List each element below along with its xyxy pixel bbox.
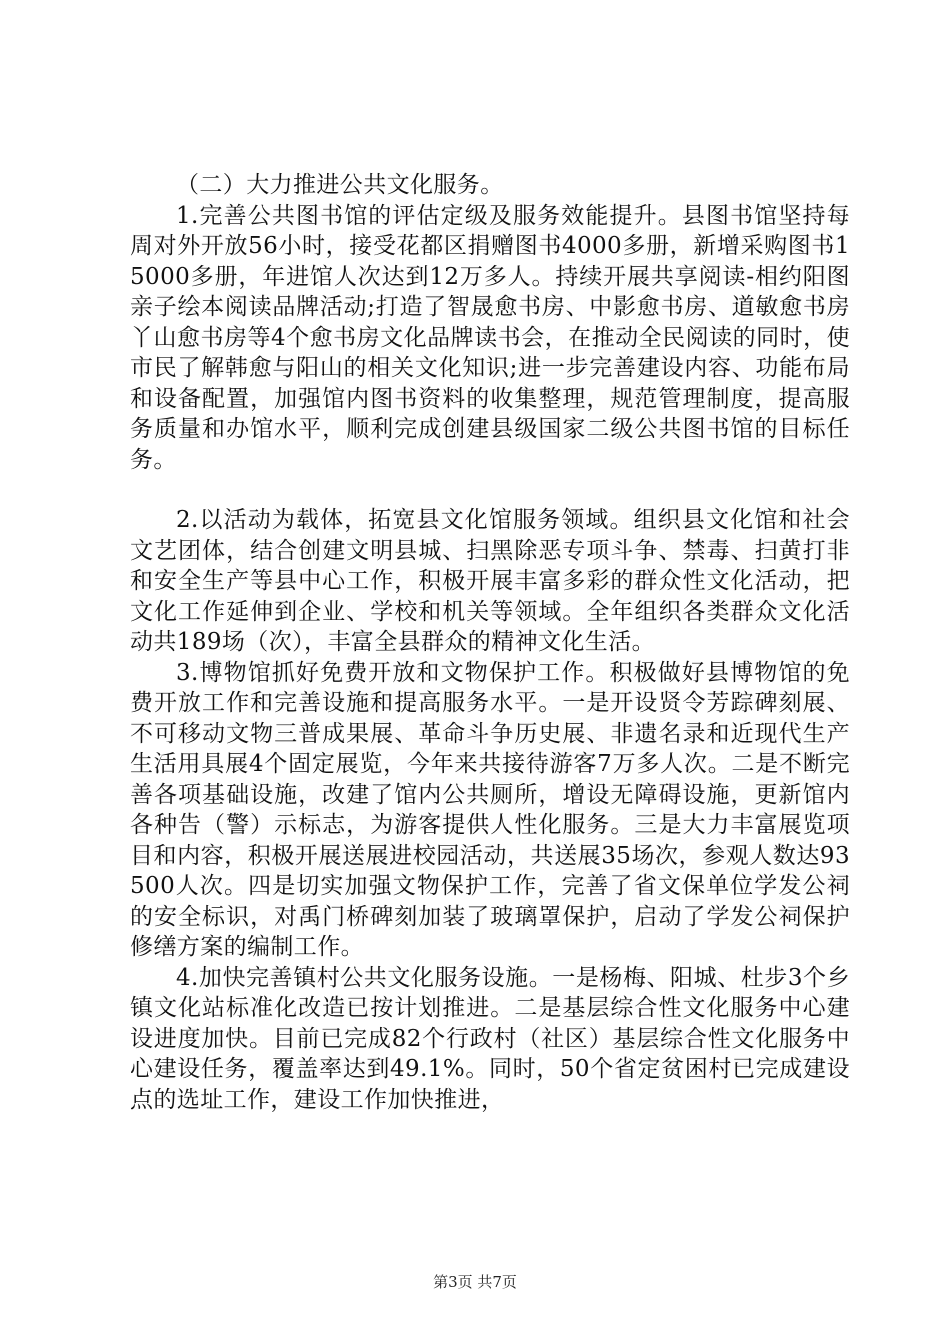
page-number-footer: 第3页 共7页 — [433, 1273, 517, 1291]
paragraph-spacer — [130, 475, 850, 505]
paragraph-town-facilities: 4.加快完善镇村公共文化服务设施。一是杨梅、阳城、杜步3个乡镇文化站标准化改造已按计划推进。二是基层综合性文化服务中心建设进度加快。目前已完成82个行政村（社区）基层综合性文化服务中心建设任务，覆盖率达到49.1%。同时，50个省定贫困村已完成建设点的选址工作，建设工作加快推进， — [130, 964, 850, 1113]
section-heading: （二）大力推进公共文化服务。 — [176, 172, 504, 198]
document-body — [130, 170, 850, 1115]
paragraph-museum: 3.博物馆抓好免费开放和文物保护工作。积极做好县博物馆的免费开放工作和完善设施和提高服务水平。一是开设贤令芳踪碑刻展、不可移动文物三普成果展、革命斗争历史展、非遗名录和近现代生产生活用具展4个固定展览，今年来共接待游客7万多人次。二是不断完善各项基础设施，改建了馆内公共厕所，增设无障碍设施，更新馆内各种告（警）示标志，为游客提供人性化服务。三是大力丰富展览项目和内容，积极开展送展进校园活动，共送展35场次，参观人数达93500人次。四是切实加强文物保护工作，完善了省文保单位学发公祠的安全标识，对禹门桥碑刻加装了玻璃罩保护，启动了学发公祠保护修缮方案的编制工作。 — [130, 659, 850, 960]
paragraph-cultural-center: 2.以活动为载体，拓宽县文化馆服务领域。组织县文化馆和社会文艺团体，结合创建文明县城、扫黑除恶专项斗争、禁毒、扫黄打非和安全生产等县中心工作，积极开展丰富多彩的群众性文化活动，把文化工作延伸到企业、学校和机关等领域。全年组织各类群众文化活动共189场（次），丰富全县群众的精神文化生活。 — [130, 507, 850, 655]
paragraph-library: 1.完善公共图书馆的评估定级及服务效能提升。县图书馆坚持每周对外开放56小时，接受花都区捐赠图书4000多册，新增采购图书15000多册，年进馆人次达到12万多人。持续开展共享阅读-相约阳图亲子绘本阅读品牌活动;打造了智晟愈书房、中影愈书房、道敏愈书房丫山愈书房等4个愈书房文化品牌读书会，在推动全民阅读的同时，使市民了解韩愈与阳山的相关文化知识;进一步完善建设内容、功能布局和设备配置，加强馆内图书资料的收集整理，规范管理制度，提高服务质量和办馆水平，顺利完成创建县级国家二级公共图书馆的目标任务。 — [130, 202, 850, 473]
